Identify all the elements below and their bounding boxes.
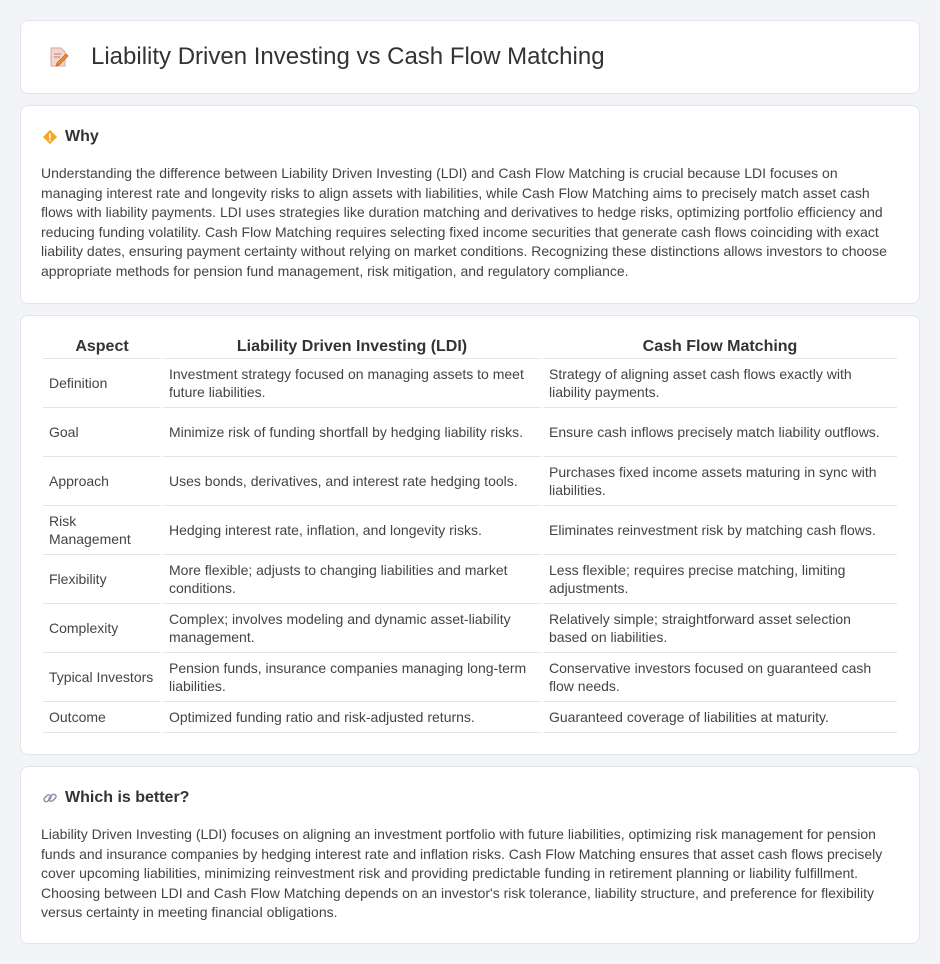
aspect-cell: Typical Investors xyxy=(43,653,161,702)
why-heading-row xyxy=(41,128,899,146)
cfm-cell: Eliminates reinvestment risk by matching cash flows. xyxy=(543,506,897,555)
comparison-table-card xyxy=(20,315,920,755)
header-ldi: Liability Driven Investing (LDI) xyxy=(163,332,541,359)
link-icon xyxy=(41,789,59,807)
aspect-cell: Approach xyxy=(43,457,161,506)
cfm-cell: Less flexible; requires precise matching, limiting adjustments. xyxy=(543,555,897,604)
comparison-table xyxy=(41,332,899,733)
better-text: Liability Driven Investing (LDI) focuses on aligning an investment portfolio with future liabilities, optimizing risk management for pension funds and insurance companies by hedging interest rate and inflation risks. Cash Flow Matching ensures that asset cash flows precisely cover upcoming liabilities, minimizing reinvestment risk and providing predictable funding in retirement planning or liability fulfillment. Choosing between LDI and Cash Flow Matching depends on an investor's risk tolerance, liability structure, and preference for flexibility versus certainty in meeting financial obligations. xyxy=(41,826,883,921)
cfm-cell: Conservative investors focused on guaranteed cash flow needs. xyxy=(543,653,897,702)
table-row xyxy=(43,408,897,457)
title-card xyxy=(20,20,920,94)
cfm-cell: Guaranteed coverage of liabilities at maturity. xyxy=(543,702,897,733)
cfm-cell: Relatively simple; straightforward asset selection based on liabilities. xyxy=(543,604,897,653)
ldi-cell: Uses bonds, derivatives, and interest rate hedging tools. xyxy=(163,457,541,506)
table-row xyxy=(43,457,897,506)
aspect-cell: Outcome xyxy=(43,702,161,733)
table-row xyxy=(43,604,897,653)
pencil-document-icon xyxy=(47,45,71,69)
better-heading-row xyxy=(41,789,899,807)
table-header-row xyxy=(43,332,897,359)
ldi-cell: Minimize risk of funding shortfall by hedging liability risks. xyxy=(163,408,541,457)
table-row xyxy=(43,702,897,733)
cfm-cell: Strategy of aligning asset cash flows exactly with liability payments. xyxy=(543,359,897,408)
why-section xyxy=(20,105,920,304)
ldi-cell: Investment strategy focused on managing assets to meet future liabilities. xyxy=(163,359,541,408)
ldi-cell: Complex; involves modeling and dynamic asset-liability management. xyxy=(163,604,541,653)
why-heading: Why xyxy=(65,128,99,145)
ldi-cell: Hedging interest rate, inflation, and longevity risks. xyxy=(163,506,541,555)
diamond-warning-icon xyxy=(41,128,59,146)
ldi-cell: More flexible; adjusts to changing liabilities and market conditions. xyxy=(163,555,541,604)
table-row xyxy=(43,506,897,555)
aspect-cell: Definition xyxy=(43,359,161,408)
cfm-cell: Purchases fixed income assets maturing in sync with liabilities. xyxy=(543,457,897,506)
header-cash-flow-matching: Cash Flow Matching xyxy=(543,332,897,359)
better-heading: Which is better? xyxy=(65,789,190,806)
ldi-cell: Pension funds, insurance companies managing long-term liabilities. xyxy=(163,653,541,702)
why-text: Understanding the difference between Liability Driven Investing (LDI) and Cash Flow Matching is crucial because LDI focuses on managing interest rate and longevity risks to align assets with liabilities, while Cash Flow Matching aims to precisely match asset cash flows with liability payments. LDI uses strategies like duration matching and derivatives to hedge risks, optimizing portfolio efficiency and reducing funding volatility. Cash Flow Matching requires selecting fixed income securities that generate cash flows coinciding with exact liability dates, ensuring payment certainty without relying on market conditions. Recognizing these distinctions allows investors to choose appropriate methods for pension fund management, risk mitigation, and regulatory compliance. xyxy=(41,165,887,279)
table-row xyxy=(43,359,897,408)
aspect-cell: Goal xyxy=(43,408,161,457)
aspect-cell: Flexibility xyxy=(43,555,161,604)
cfm-cell: Ensure cash inflows precisely match liability outflows. xyxy=(543,408,897,457)
header-aspect: Aspect xyxy=(43,332,161,359)
aspect-cell: Complexity xyxy=(43,604,161,653)
which-is-better-section xyxy=(20,766,920,944)
table-row xyxy=(43,653,897,702)
page-title: Liability Driven Investing vs Cash Flow Matching xyxy=(91,43,605,70)
ldi-cell: Optimized funding ratio and risk-adjusted returns. xyxy=(163,702,541,733)
aspect-cell: Risk Management xyxy=(43,506,161,555)
table-row xyxy=(43,555,897,604)
